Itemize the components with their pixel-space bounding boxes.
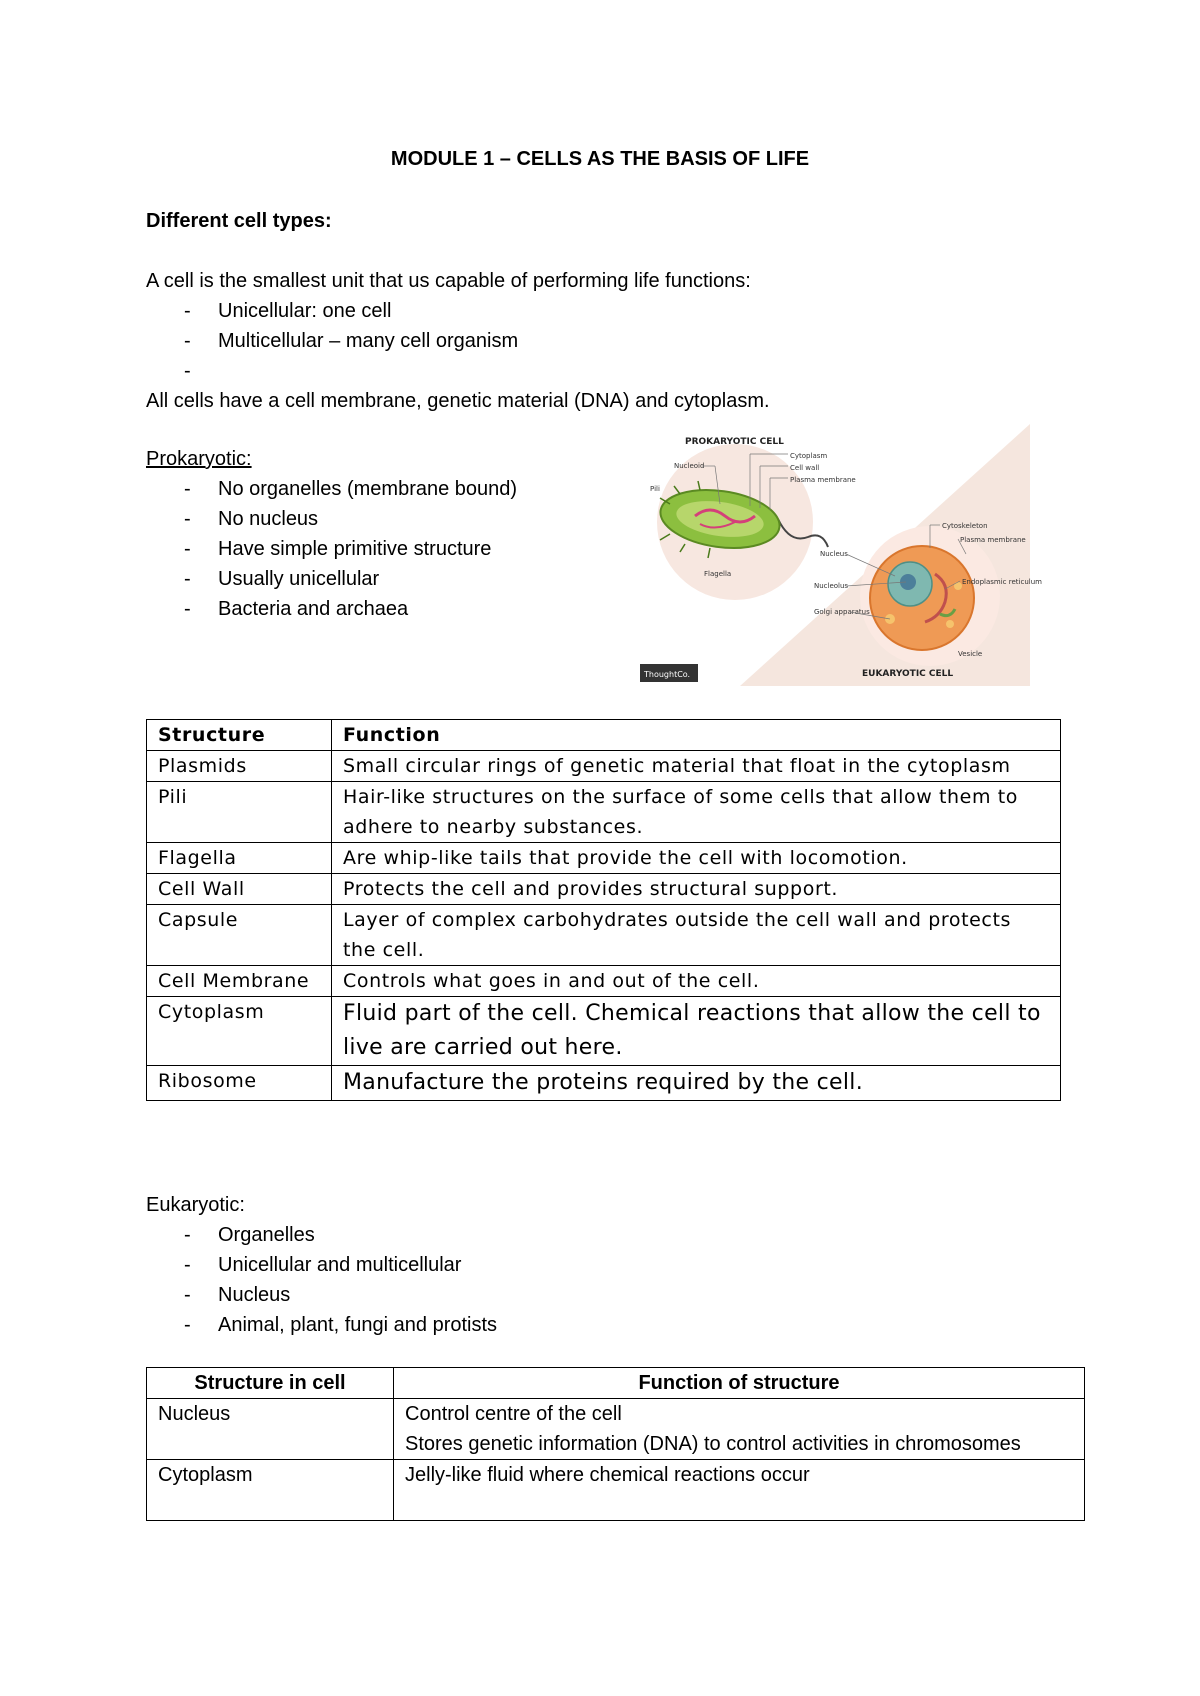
- table-cell: Cytoplasm: [147, 997, 332, 1066]
- table-cell: Hair-like structures on the surface of some cells that allow them to adhere to nearby substances.: [332, 782, 1061, 843]
- eukaryotic-cell-title: EUKARYOTIC CELL: [862, 669, 954, 679]
- table-cell: Cell Wall: [147, 874, 332, 905]
- table-cell: Plasmids: [147, 751, 332, 782]
- list-item: - Bacteria and archaea: [146, 594, 517, 624]
- table-header: Function: [332, 720, 1061, 751]
- figure-label: Golgi apparatus: [814, 608, 870, 616]
- table-header: Function of structure: [394, 1368, 1085, 1399]
- prokaryotic-cell-title: PROKARYOTIC CELL: [685, 437, 784, 447]
- figure-label: Plasma membrane: [960, 536, 1026, 544]
- table-row: [147, 1399, 1085, 1460]
- all-cells-text: All cells have a cell membrane, genetic material (DNA) and cytoplasm.: [146, 390, 770, 412]
- table-header-row: [147, 1368, 1085, 1399]
- prokaryotic-heading: Prokaryotic:: [146, 448, 252, 470]
- table-row: [147, 1460, 1085, 1521]
- figure-label: Flagella: [704, 570, 732, 578]
- cell-line: Control centre of the cell: [405, 1403, 622, 1425]
- figure-label: Pili: [650, 485, 660, 493]
- table-cell: Cell Membrane: [147, 966, 332, 997]
- figure-label: Cytoplasm: [790, 452, 828, 460]
- figure-label: Cytoskeleton: [942, 522, 988, 530]
- cell-line: Stores genetic information (DNA) to control activities in chromosomes: [405, 1433, 1021, 1455]
- eukaryotic-heading: Eukaryotic:: [146, 1194, 245, 1216]
- prokaryotic-list: [146, 474, 517, 624]
- list-item: - No organelles (membrane bound): [146, 474, 517, 504]
- table-cell: [394, 1460, 1085, 1521]
- table-row: [147, 966, 1061, 997]
- table-cell: [394, 1399, 1085, 1460]
- list-item: - No nucleus: [146, 504, 517, 534]
- table-cell: Nucleus: [147, 1399, 394, 1460]
- eukaryotic-cell-illustration: [870, 546, 974, 650]
- prokaryotic-structure-table: [146, 719, 1061, 1101]
- table-cell: Capsule: [147, 905, 332, 966]
- table-header: Structure in cell: [147, 1368, 394, 1399]
- intro-text: A cell is the smallest unit that us capable of performing life functions:: [146, 270, 751, 292]
- table-cell: Manufacture the proteins required by the cell.: [332, 1066, 1061, 1101]
- table-header: Structure: [147, 720, 332, 751]
- list-item: - Unicellular and multicellular: [146, 1250, 497, 1280]
- table-cell: Are whip-like tails that provide the cell with locomotion.: [332, 843, 1061, 874]
- list-item: - Animal, plant, fungi and protists: [146, 1310, 497, 1340]
- table-row: [147, 1066, 1061, 1101]
- table-cell: Controls what goes in and out of the cell.: [332, 966, 1061, 997]
- list-item: - Unicellular: one cell: [146, 296, 518, 326]
- list-item: [146, 356, 518, 386]
- list-item: - Usually unicellular: [146, 564, 517, 594]
- table-cell: Small circular rings of genetic material that float in the cytoplasm: [332, 751, 1061, 782]
- cell-line: Jelly-like fluid where chemical reactions occur: [405, 1464, 810, 1486]
- list-item: - Organelles: [146, 1220, 497, 1250]
- table-cell: Cytoplasm: [147, 1460, 394, 1521]
- figure-label: Cell wall: [790, 464, 820, 472]
- table-cell: Pili: [147, 782, 332, 843]
- table-row: [147, 843, 1061, 874]
- table-cell: Fluid part of the cell. Chemical reactions that allow the cell to live are carried out here.: [332, 997, 1061, 1066]
- list-item: - Multicellular – many cell organism: [146, 326, 518, 356]
- figure-label: Nucleoid: [674, 462, 705, 470]
- table-cell: Layer of complex carbohydrates outside the cell wall and protects the cell.: [332, 905, 1061, 966]
- table-row: [147, 874, 1061, 905]
- table-row: [147, 751, 1061, 782]
- section-heading: Different cell types:: [146, 210, 332, 232]
- brand-logo: ThoughtCo.: [644, 670, 691, 679]
- table-row: [147, 905, 1061, 966]
- table-header-row: [147, 720, 1061, 751]
- figure-label: Plasma membrane: [790, 476, 856, 484]
- figure-label: Nucleolus: [814, 582, 849, 590]
- page-title: MODULE 1 – CELLS AS THE BASIS OF LIFE: [390, 148, 810, 170]
- cell-diagram-figure: [640, 424, 1042, 686]
- table-row: [147, 997, 1061, 1066]
- list-item: - Nucleus: [146, 1280, 497, 1310]
- figure-label: Nucleus: [820, 550, 848, 558]
- table-row: [147, 782, 1061, 843]
- table-cell: Ribosome: [147, 1066, 332, 1101]
- eukaryotic-structure-table: [146, 1367, 1085, 1521]
- figure-label: Endoplasmic reticulum: [962, 578, 1042, 586]
- intro-list: [146, 296, 518, 386]
- table-cell: Protects the cell and provides structural support.: [332, 874, 1061, 905]
- figure-label: Vesicle: [958, 650, 983, 658]
- table-cell: Flagella: [147, 843, 332, 874]
- cell-diagram: [640, 424, 1042, 686]
- eukaryotic-list: [146, 1220, 497, 1340]
- list-item: - Have simple primitive structure: [146, 534, 517, 564]
